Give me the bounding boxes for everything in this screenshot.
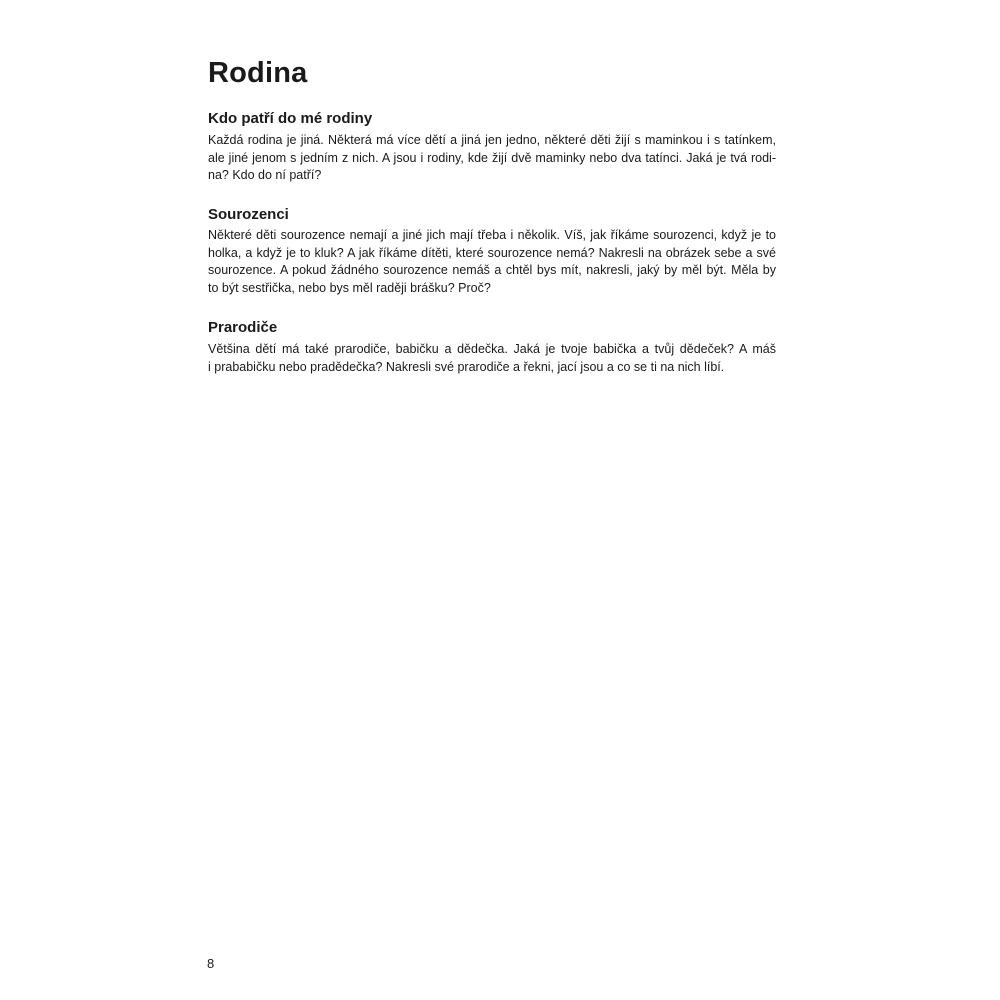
paragraph-line: Některé děti sourozence nemají a jiné jich mají třeba i několik. Víš, jak říkáme sourozenci, když je to — [208, 228, 776, 242]
section-heading-kdo-patri: Kdo patří do mé rodiny — [208, 110, 373, 127]
page-number: 8 — [207, 956, 215, 971]
section-paragraph-prarodice — [208, 341, 776, 376]
paragraph-line: na? Kdo do ní patří? — [208, 168, 322, 182]
paragraph-line: holka, a když je to kluk? A jak říkáme dítěti, které sourozence nemá? Nakresli na obrázek sebe a své — [208, 245, 776, 260]
paragraph-line: Každá rodina je jiná. Některá má více dětí a jiná jen jedno, některé děti žijí s maminkou i s tatínkem, — [208, 133, 776, 147]
paragraph-line: i prababičku nebo pradědečka? Nakresli své prarodiče a řekni, jací jsou a co se ti na nich líbí. — [208, 359, 725, 374]
section-heading-prarodice: Prarodiče — [208, 319, 278, 336]
page-title: Rodina — [208, 57, 308, 89]
paragraph-line: ale jiné jenom s jedním z nich. A jsou i rodiny, kde žijí dvě maminky nebo dva tatínci. Jaká je tvá rodi- — [208, 150, 776, 165]
paragraph-line: Většina dětí má také prarodiče, babičku a dědečka. Jaká je tvoje babička a tvůj dědeček? A máš — [208, 342, 776, 356]
paragraph-line: to být sestřička, nebo bys měl raději brášku? Proč? — [208, 280, 491, 295]
section-paragraph-kdo-patri — [208, 132, 776, 185]
section-heading-sourozenci: Sourozenci — [208, 206, 289, 223]
section-paragraph-sourozenci — [208, 227, 776, 297]
paragraph-line: sourozence. A pokud žádného sourozence nemáš a chtěl bys mít, nakresli, jaký by měl být. Měla by — [208, 263, 776, 277]
